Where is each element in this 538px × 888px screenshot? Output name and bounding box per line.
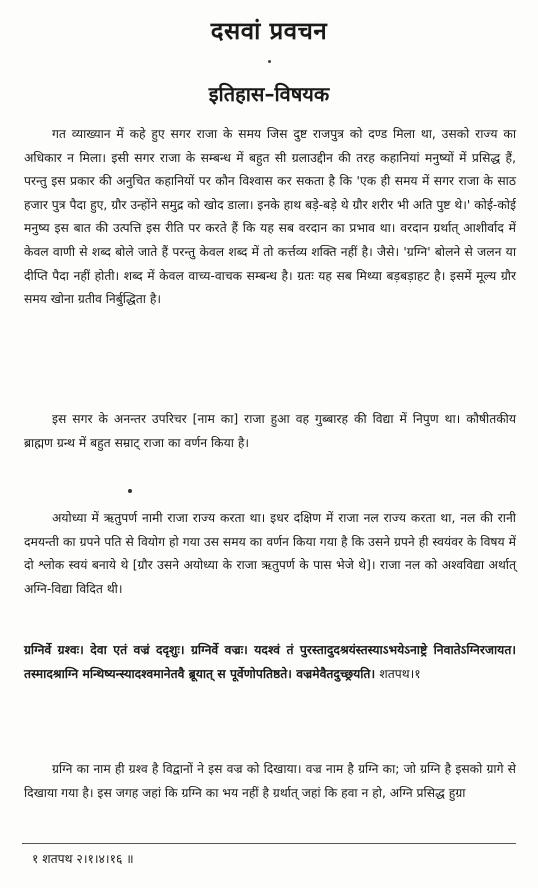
paragraph-2: इस सगर के अनन्तर उपरिचर [नाम का] राजा हुआ वह गुब्बारह की विद्या में निपुण था। कौषीतकीय ब्राह्मण ग्रन्थ में बहुत सम्राट् राजा का वर्णन किया है। [24,412,516,450]
verse-source: शतपथ।१ [379,666,421,681]
paragraph-3: अयोध्या में ऋतुपर्ण नामी राजा राज्य करता था। इधर दक्षिण में राजा नल राज्य करता था, नल की रानी दमयन्ती का ग्रपने पति से वियोग हो गया उस समय का वर्णन किया गया है कि उसने ग्रपने ही स्वयंवर के विषय में दो श्लोक स्वयं बनाये थे [ग्रौर उसने अयोध्या के राजा ऋतुपर्ण के पास भेजे थे]। राजा नल को अश्वविद्या अर्थात् अग्नि-विद्या विदित थी। [24,511,516,596]
section-title: इतिहास–विषयक [208,82,330,106]
ornament-dot [268,60,271,63]
footnote-divider [22,843,516,844]
print-speck [128,489,132,493]
chapter-title: दसवां प्रवचन [210,17,328,45]
paragraph-1: गत व्याख्यान में कहे हुए सगर राजा के समय जिस दुष्ट राजपुत्र को दण्ड मिला था, उसको राज्य का अधिकार न मिला। इसी सगर राजा के सम्बन्ध में बहुत सी ग्रलाउद्दीन की तरह कहानियां मनुष्यों में प्रसिद्ध हैं, परन्तु इस प्रकार की अनुचित कहानियों पर कौन विश्वास कर सकता है कि 'एक ही समय में सगर राजा के साठ हजार पुत्र पैदा हुए, ग्रौर उन्होंने समुद्र को खोद डाला। इनके हाथ बड़े-बड़े थे ग्रौर शरीर भी अति पुष्ट थे।' कोई-कोई मनुष्य इस बात की उत्पत्ति इस रीति पर करते हैं कि यह सब वरदान का प्रभाव था। वरदान ग्रर्थात् आशीर्वाद में केवल वाणी से शब्द बोले जाते हैं परन्तु केवल शब्द में तो कर्त्तव्य शक्ति नहीं है। जैसे। 'ग्रग्नि' बोलने से जलन या दीप्ति पैदा नहीं होती। शब्द में केवल वाच्य-वाचक सम्बन्ध है। ग्रतः यह सब मिथ्या बड़बड़ाहट है। इसमें मूल्य ग्रौर समय खोना ग्रतीव निर्बुद्धिता है। [24,127,516,307]
footnote: १ शतपथ २।१।४।१६ ॥ [32,852,134,866]
closing-paragraph: ग्रग्नि का नाम ही ग्रश्व है विद्वानों ने इस वज्र को दिखाया। वज्र नाम है ग्रग्नि का; जो ग्रग्नि है इसको ग्रागे से दिखाया गया है। इस जगह जहां कि ग्रग्नि का भय नहीं है ग्रर्थात् जहां कि हवा न हो, अग्नि प्रसिद्ध हुग्रा [24,762,517,800]
sanskrit-verse [24,639,516,686]
verse-text: ग्रग्निर्वे ग्रश्वः। देवा एतं वज्रं ददृशुः। ग्रग्निर्वे वज्रः। यदश्वं तं पुरस्तादुदश्रयंस्तस्याऽभयेऽनाष्ट्रे निवातेऽग्निरजायत। तस्मादश्राग्नि मन्थिष्यन्स्यादश्वमानेतवै ब्रूयात् स पूर्वेणोपतिष्ठते। वज्रमेवैतदुच्छ्रयति। [24,643,516,681]
